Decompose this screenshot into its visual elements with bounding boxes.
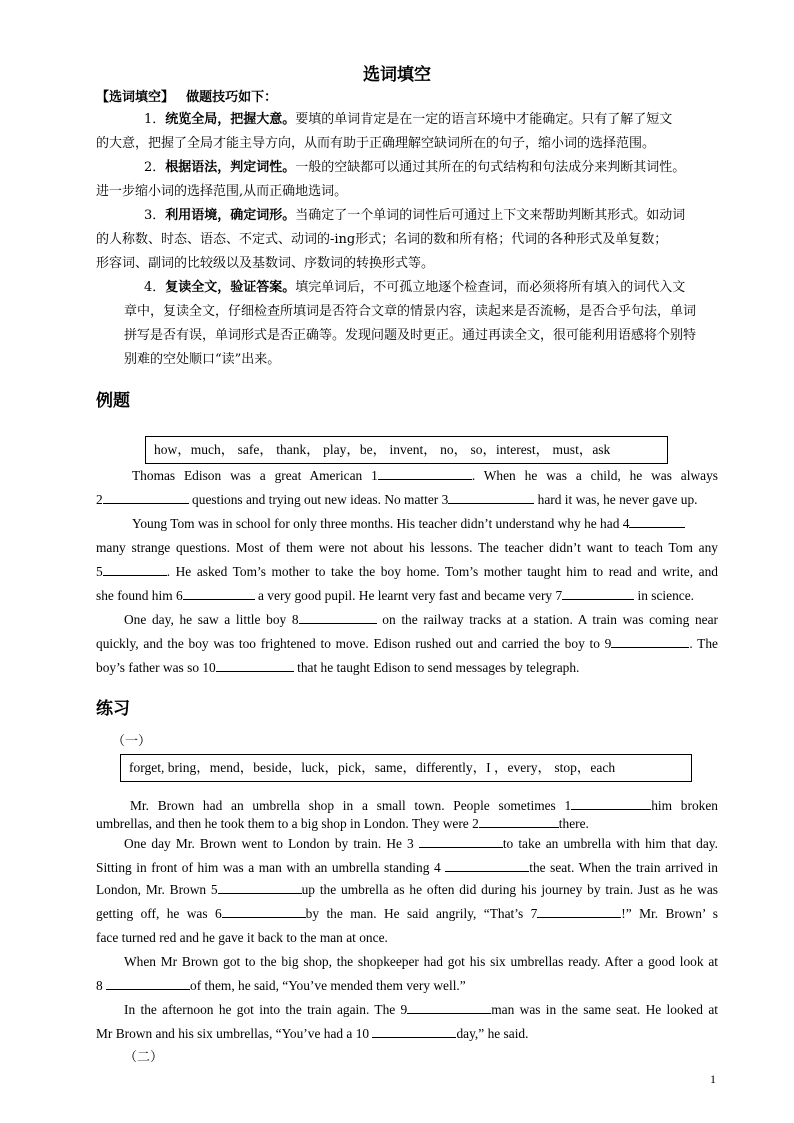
answer-blank[interactable] <box>216 658 294 672</box>
intro-heading: 【选词填空】 <box>96 90 175 105</box>
passage-line: In the afternoon he got into the train again. The 9 man was in the same seat. He looked at <box>124 1002 718 1017</box>
answer-blank[interactable] <box>448 490 534 504</box>
passage-line: Young Tom was in school for only three months. His teacher didn’t understand why he had 4 <box>132 514 685 534</box>
tip-number: 3． <box>144 208 166 223</box>
tip-line: 的大意，把握了全局才能主导方向，从而有助于正确理解空缺词所在的句子，缩小词的选择范围。 <box>96 136 656 151</box>
intro-subheading: 做题技巧如下： <box>186 90 278 105</box>
section2-label: （二） <box>124 1050 164 1065</box>
passage-line: many strange questions. Most of them were not about his lessons. The teacher didn’t want to teach Tom any <box>96 540 718 555</box>
tip-line: 拼写是否有误，单词形式是否正确等。发现问题及时更正。通过再读全文，很可能利用语感将个别特 <box>124 328 697 343</box>
tip-line: 的人称数、时态、语态、不定式、动词的-ing形式；名词的数和所有格；代词的各种形式及单复数； <box>96 232 668 247</box>
practice-heading: 练习 <box>96 699 130 719</box>
passage-line: When Mr Brown got to the big shop, the shopkeeper had got his six umbrellas ready. After a good look at <box>124 954 718 969</box>
answer-blank[interactable] <box>106 976 190 990</box>
answer-blank[interactable] <box>222 904 306 918</box>
passage-line: she found him 6 a very good pupil. He learnt very fast and became very 7 in science. <box>96 588 695 603</box>
section1-label: （一） <box>112 734 152 749</box>
passage-line: Mr Brown and his six umbrellas, “You’ve had a 10 day,” he said. <box>96 1026 529 1041</box>
tip-text: 填完单词后，不可孤立地逐个检查词，而必须将所有填入的词代入文 <box>295 280 686 295</box>
tip-line: 章中，复读全文，仔细检查所填词是否符合文章的情景内容，读起来是否流畅，是否合乎句法，单词 <box>124 304 697 319</box>
passage-line: quickly, and the boy was too frightened to move. Edison rushed out and carried the boy to 9 . The <box>96 636 718 651</box>
tip-number: 4． <box>144 280 166 295</box>
intro-header <box>96 88 277 108</box>
tip-key-phrase: 根据语法，判定词性。 <box>165 160 296 175</box>
answer-blank[interactable] <box>372 1024 456 1038</box>
tip-line: 进一步缩小词的选择范围,从而正确地选词。 <box>96 184 348 199</box>
passage-line: One day, he saw a little boy 8 on the railway tracks at a station. A train was coming near <box>124 612 718 627</box>
answer-blank[interactable] <box>479 814 559 828</box>
passage-line: 8 of them, he said, “You’ve mended them very well.” <box>96 978 466 993</box>
passage-line: Mr. Brown had an umbrella shop in a small town. People sometimes 1 him broken <box>130 798 718 813</box>
tip-text: 要填的单词肯定是在一定的语言环境中才能确定。只有了解了短文 <box>295 112 673 127</box>
tip-key-phrase: 利用语境，确定词形。 <box>165 208 296 223</box>
passage-line: 2 questions and trying out new ideas. No matter 3 hard it was, he never gave up. <box>96 492 698 507</box>
passage-line: Sitting in front of him was a man with an umbrella standing 4 the seat. When the train arrived in <box>96 860 718 875</box>
passage-line: 5 . He asked Tom’s mother to take the boy home. Tom’s mother taught him to read and write, and <box>96 564 718 579</box>
tip-number: 1． <box>144 112 166 127</box>
practice-word-box: forget, bring，mend，beside，luck，pick，same，differently，I ，every， stop，each <box>120 754 692 782</box>
tip-line: 形容词、副词的比较级以及基数词、序数词的转换形式等。 <box>96 256 435 271</box>
answer-blank[interactable] <box>445 858 529 872</box>
tip-line <box>144 276 685 300</box>
answer-blank[interactable] <box>103 562 167 576</box>
tip-key-phrase: 统览全局，把握大意。 <box>165 112 296 127</box>
answer-blank[interactable] <box>537 904 621 918</box>
passage-line: face turned red and he gave it back to the man at once. <box>96 930 388 945</box>
example-word-box: how，much， safe， thank， play，be， invent， no， so，interest， must，ask <box>145 436 668 464</box>
passage-line: One day Mr. Brown went to London by train. He 3 to take an umbrella with him that day. <box>124 836 718 851</box>
passage-line: getting off, he was 6 by the man. He said angrily, “That’s 7 !” Mr. Brown’ s <box>96 906 718 921</box>
answer-blank[interactable] <box>378 466 472 480</box>
answer-blank[interactable] <box>611 634 689 648</box>
tip-text: 当确定了一个单词的词性后可通过上下文来帮助判断其形式。如动词 <box>295 208 686 223</box>
tip-text: 一般的空缺都可以通过其所在的句式结构和句法成分来判断其词性。 <box>295 160 686 175</box>
answer-blank[interactable] <box>299 610 377 624</box>
page-number: 1 <box>710 1072 716 1086</box>
answer-blank[interactable] <box>103 490 189 504</box>
tip-number: 2． <box>144 160 166 175</box>
passage-line: boy’s father was so 10 that he taught Edison to send messages by telegraph. <box>96 660 580 675</box>
tip-line <box>144 108 672 132</box>
tip-line: 别难的空处顺口“读”出来。 <box>124 352 281 367</box>
example-heading: 例题 <box>96 391 130 411</box>
page-title: 选词填空 <box>363 65 431 85</box>
passage-line: Thomas Edison was a great American 1 . When he was a child, he was always <box>132 468 718 483</box>
answer-blank[interactable] <box>419 834 503 848</box>
answer-blank[interactable] <box>183 586 255 600</box>
passage-line: umbrellas, and then he took them to a big shop in London. They were 2 there. <box>96 816 589 831</box>
answer-blank[interactable] <box>562 586 634 600</box>
answer-blank[interactable] <box>218 880 302 894</box>
tip-line <box>144 204 685 228</box>
answer-blank[interactable] <box>629 514 685 528</box>
tip-key-phrase: 复读全文，验证答案。 <box>165 280 296 295</box>
tip-line <box>144 156 685 180</box>
answer-blank[interactable] <box>571 796 651 810</box>
passage-line: London, Mr. Brown 5 up the umbrella as he often did during his journey by train. Just as he was <box>96 882 718 897</box>
answer-blank[interactable] <box>407 1000 491 1014</box>
